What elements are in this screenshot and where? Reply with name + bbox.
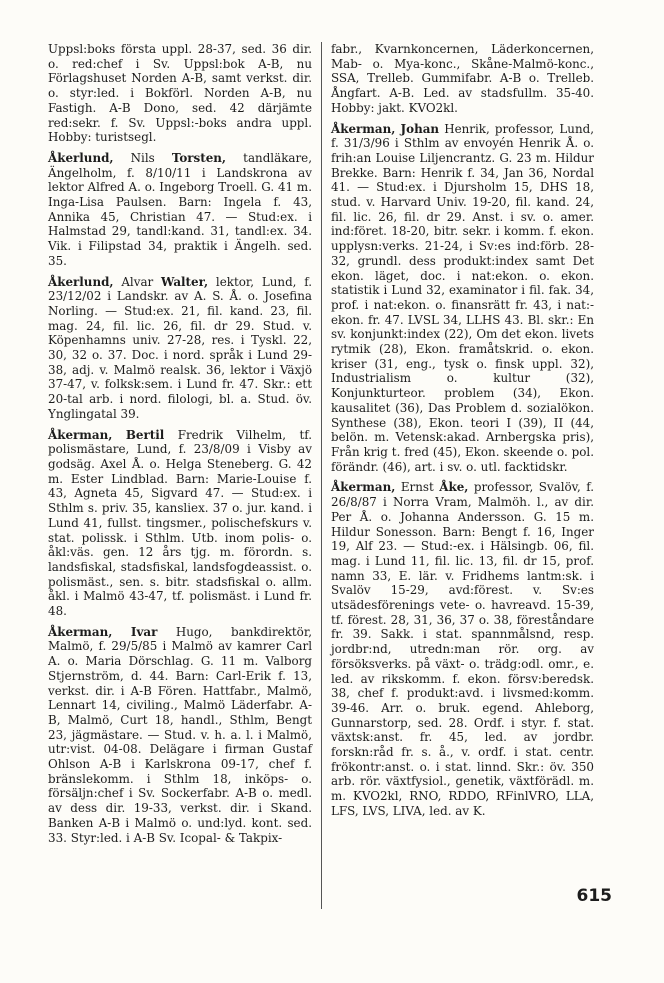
entry-callname: Bertil [125, 427, 165, 442]
continuation-text: Uppsl:boks första uppl. 28-37, sed. 36 dir. o. red:chef i Sv. Uppsl:bok A-B, nu Förlagshuset Norden A-B, samt verkst. dir. o. styr:led. i Bokförl. Norden A-B, nu Fastigh. A-B Dono, sed. 42 därjämte red:sekr. f. Sv. Uppsl:-boks andra uppl. Hobby: turistsegl. [48, 42, 312, 145]
biography-entry [48, 428, 312, 619]
biography-entry [331, 122, 594, 475]
entry-surname: Åkerman, [331, 480, 396, 495]
entry-surname: Åkerlund, [48, 150, 114, 165]
biography-entry [48, 625, 312, 846]
entry-surname: Åkerman, [48, 624, 113, 639]
entry-callname: Ivar [130, 624, 158, 639]
entry-text: Henrik, professor, Lund, f. 31/3/96 i Sthlm av envoyén Henrik Å. o. frih:an Louise Liljencrantz. G. 23 m. Hildur Brekke. Barn: Henrik f. 34, Jan 36, Nordal 41. — Stud:ex. i Djursholm 15, DHS 18, stud. v. Harvard Univ. 19-20, fil. kand. 24, fil. lic. 26, fil. dr 29. Anst. i sv. o. amer. ind:föret. 18-20, bitr. sekr. i komm. f. ekon. upplysn:verks. 21-24, i Sv:es ind:förb. 28-32, grundl. dess produkt:index samt Det ekon. läget, doc. i nat:ekon. o. ekon. statistik i Lund 32, examinator i fil. fak. 34, prof. i nat:ekon. o. finansrätt fr. 43, i nat:-ekon. fr. 47. LVSL 34, LLHS 43. Bl. skr.: En sv. konjunkt:index (22), Om det ekon. livets rytmik (28), Ekon. framåtskrid. o. ekon. kriser (31, eng., tysk o. finsk uppl. 32), Industrialism o. kultur (32), Konjunkturteor. problem (34), Ekon. kausalitet (36), Das Problem d. sozialökon. Synthese (38), Ekon. teori I (39), II (44, belön. m. Vetensk:akad. Arnbergska pris), Från krig t. fred (45), Ekon. skeende o. pol. förändr. (46), art. i sv. o. utl. facktidskr. [331, 121, 595, 474]
biography-entry [48, 275, 312, 422]
entry-given-names [112, 625, 131, 639]
entry-text: tandläkare, Ängelholm, f. 8/10/11 i Landskrona av lektor Alfred A. o. Ingeborg Troell. G. 41 m. Inga-Lisa Paulsen. Barn: Ingela f. 43, Annika 45, Christian 47. — Stud:ex. i Halmstad 29, tandl:kand. 31, tandl:ex. 34. Vik. i Filipstad 34, praktik i Ängelh. sed. 35. [48, 150, 312, 268]
right-column [331, 42, 594, 825]
entry-surname: Åkerlund, [48, 274, 114, 289]
entry-given-names: Ernst [395, 480, 440, 495]
column-divider [321, 42, 322, 909]
entry-text: Hugo, bankdirektör, Malmö, f. 29/5/85 i Malmö av kamrer Carl A. o. Maria Dörschlag. G. 11 m. Valborg Stjernström, d. 44. Barn: Carl-Erik f. 13, verkst. dir. i A-B Fören. Hattfabr., Malmö, Lennart 14, civiling., Malmö Läderfabr. A-B, Malmö, Curt 18, handl., Sthlm, Bengt 23, jägmästare. — Stud. v. h. a. l. i Malmö, utr:vist. 04-08. Delägare i firman Gustaf Ohlson A-B i Karlskrona 09-17, chef f. bränslekomm. i Sthlm 18, inköps- o. försäljn:chef i Sv. Sockerfabr. A-B o. medl. av dess dir. 19-33, verkst. dir. i Skand. Banken A-B i Malmö o. und:lyd. kont. sed. 33. Styr:led. i A-B Sv. Icopal- & Takpix- [48, 624, 312, 845]
entry-text: professor, Svalöv, f. 26/8/87 i Norra Vram, Malmöh. l., av dir. Per Å. o. Johanna Andersson. G. 15 m. Hildur Sonesson. Barn: Bengt f. 16, Inger 19, Alf 23. — Stud:-ex. i Hälsingb. 06, fil. mag. i Lund 11, fil. lic. 13, fil. dr 15, prof. namn 33, E. lär. v. Fridhems lantm:sk. i Svalöv 15-29, avd:förest. v. Sv:es utsädesförenings vete- o. havreavd. 15-39, tf. förest. 28, 31, 36, 37 o. 38, föreståndare fr. 39. Sakk. i stat. spannmålsnd, resp. jordbr:nd, utredn:man rör. org. av försöksverks. på växt- o. trädg:odl. omr., e. led. av rikskomm. f. ekon. försv:beredsk. 38, chef f. produkt:avd. i livsmed:komm. 39-46. Arr. o. bruk. egend. Ahleborg, Gunnarstorp, sed. 28. Ordf. i styr. f. stat. växtsk:anst. fr. 45, led. av jordbr. forskn:råd fr. s. å., v. ordf. i stat. centr. frökontr:anst. o. i stat. linnd. Skr.: öv. 350 arb. rör. växtfysiol., genetik, växtförädl. m. m. KVO2kl, RNO, RDDO, RFinlVRO, LLA, LFS, LVS, LIVA, led. av K. [331, 480, 594, 818]
entry-given-names [112, 428, 125, 442]
entry-callname: Johan [400, 121, 440, 136]
entry-callname: Åke, [439, 480, 469, 495]
entry-given-names: Nils [113, 150, 172, 165]
entry-text: Fredrik Vilhelm, tf. polismästare, Lund, f. 23/8/09 i Visby av godsäg. Axel Å. o. Helga Steneberg. G. 42 m. Ester Lindblad. Barn: Marie-Louise f. 43, Agneta 45, Sigvard 47. — Stud:ex. i Sthlm s. priv. 35, kansliex. 37 o. jur. kand. i Lund 41, fullst. tingsmer., polischefskurs v. stat. polissk. i Sthlm. Utb. inom polis- o. åkl:väs. gen. 12 års tjg. m. förordn. s. landsfiskal, stadsfiskal, landsfogdeassist. o. polismäst., sen. s. bitr. stadsfiskal o. allm. åkl. i Malmö 43-47, tf. polismäst. i Lund fr. 48. [48, 427, 313, 619]
biography-entry [331, 480, 594, 818]
continuation-text: fabr., Kvarnkoncernen, Läderkoncernen, Mab- o. Mya-konc., Skåne-Malmö-konc., SSA, Trelleb. Gummifabr. A-B o. Trelleb. Ångfart. A-B. Led. av stadsfullm. 35-40. Hobby: jakt. KVO2kl. [331, 42, 594, 115]
entry-given-names: Alvar [113, 274, 162, 289]
left-column [48, 42, 312, 851]
entry-surname: Åkerman, [48, 427, 113, 442]
entry-callname: Walter, [161, 274, 209, 289]
entry-surname: Åkerman, [331, 121, 396, 136]
page-number: 615 [576, 886, 612, 906]
biography-entry [48, 151, 312, 269]
entry-text: lektor, Lund, f. 23/12/02 i Landskr. av A. S. Å. o. Josefina Norling. — Stud:ex. 21, fil. kand. 23, fil. mag. 24, fil. lic. 26, fil. dr 29. Stud. v. Köpenhamns univ. 27-28, res. i Tyskl. 22, 30, 32 o. 37. Doc. i nord. språk i Lund 29-38, adj. v. Malmö realsk. 36, lektor i Växjö 37-47, v. folksk:sem. i Lund fr. 47. Skr.: ett 20-tal arb. i nord. filologi, bl. a. Stud. öv. Ynglingatal 39. [48, 274, 312, 421]
entry-callname: Torsten, [171, 150, 227, 165]
